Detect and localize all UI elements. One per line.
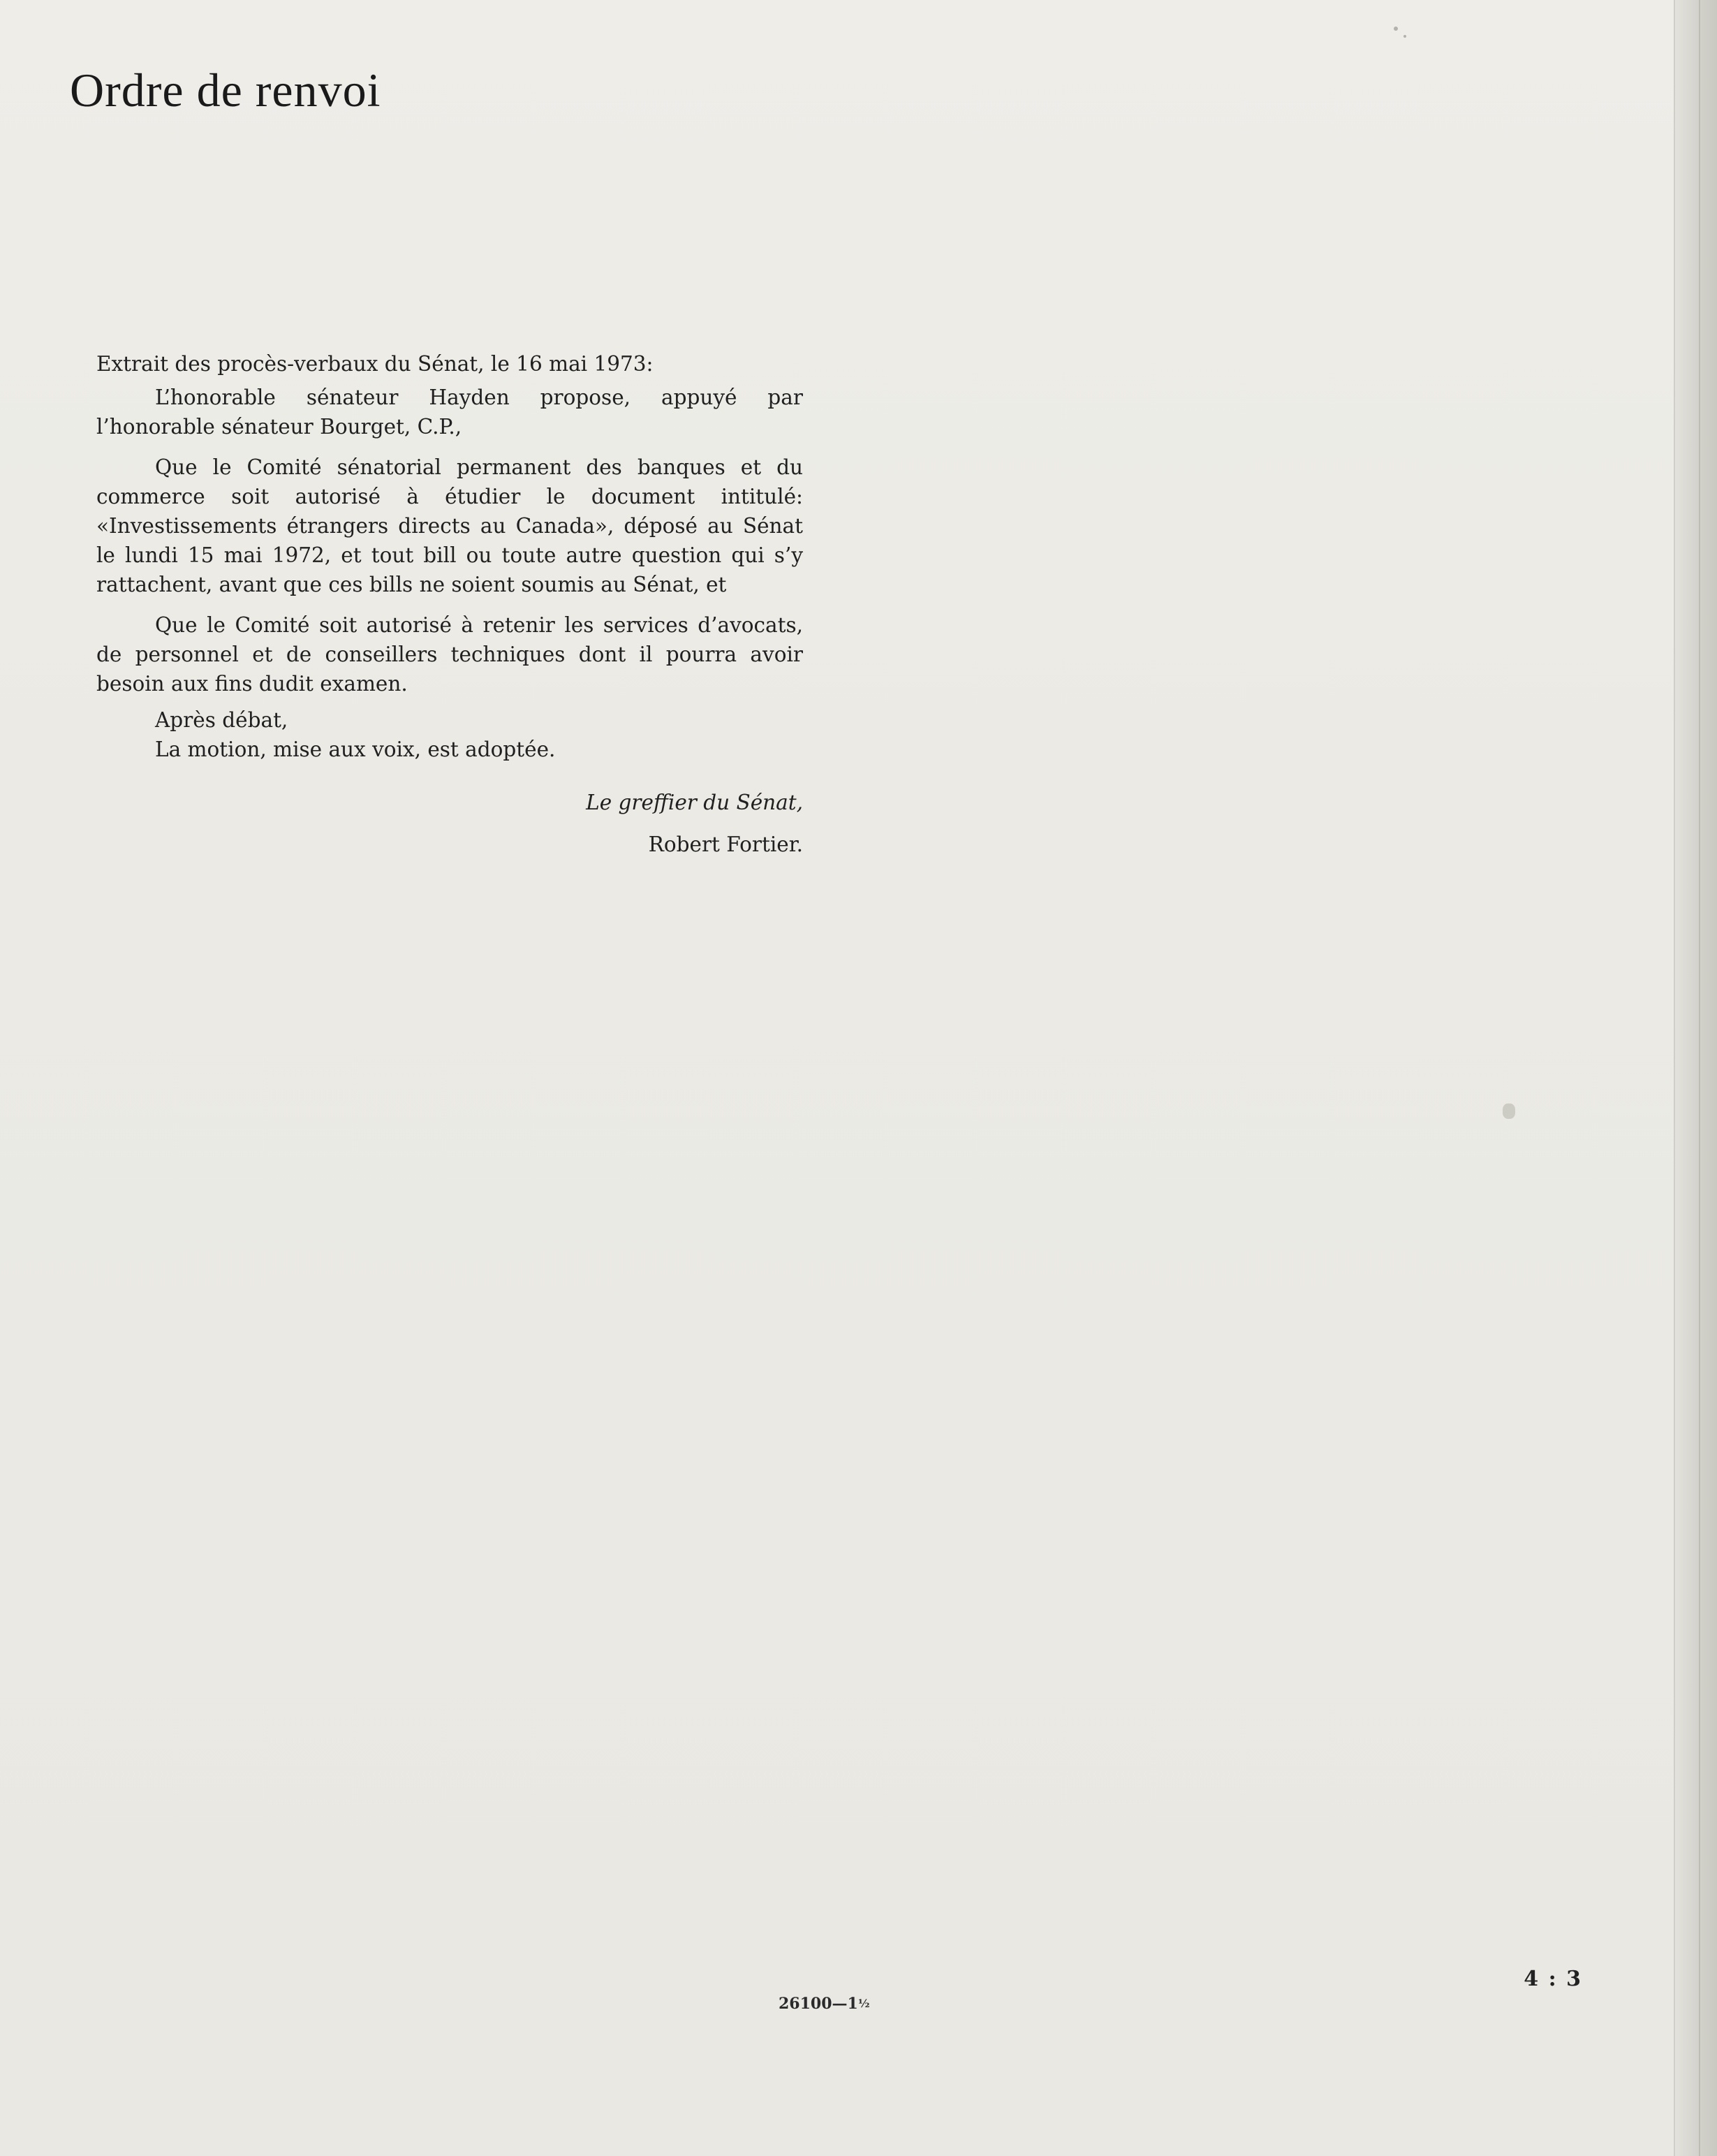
print-code-main: 26100—1 <box>779 1995 858 2013</box>
print-code-fraction: ½ <box>857 1997 870 2010</box>
motion-study-paragraph: Que le Comité sénatorial permanent des banques et du commerce soit autorisé à étudier le document intitulé: «Investissements étrangers directs au Canada», déposé au Sénat le lundi 15 mai 1972, et tout bill ou toute autre question qui s’y rattachent, avant que ces bills ne soient soumis au Sénat, et <box>96 455 803 596</box>
motion-services-paragraph: Que le Comité soit autorisé à retenir les services d’avocats, de personnel et de conseillers techniques dont il pourra avoir besoin aux fins dudit examen. <box>96 613 803 696</box>
page-folio: 4 : 3 <box>1524 1967 1582 1991</box>
signature-title: Le greffier du Sénat, <box>586 791 803 814</box>
motion-proposer-paragraph: L’honorable sénateur Hayden propose, appuyé par l’honorable sénateur Bourget, C.P., <box>96 386 803 439</box>
paper-smudge <box>1503 1103 1515 1119</box>
page-binding-edge <box>1674 0 1717 2156</box>
page-edge-line <box>1699 0 1700 2156</box>
signature-name: Robert Fortier. <box>648 833 803 856</box>
document-body <box>96 349 803 859</box>
extract-heading: Extrait des procès-verbaux du Sénat, le 16 mai 1973: <box>96 352 654 376</box>
paper-speck <box>1394 27 1398 31</box>
after-debate-text: Après débat, <box>155 708 288 732</box>
motion-result-text: La motion, mise aux voix, est adoptée. <box>155 738 556 761</box>
page-title: Ordre de renvoi <box>70 64 381 117</box>
print-code <box>779 1995 870 2013</box>
paper-speck <box>1403 35 1406 38</box>
